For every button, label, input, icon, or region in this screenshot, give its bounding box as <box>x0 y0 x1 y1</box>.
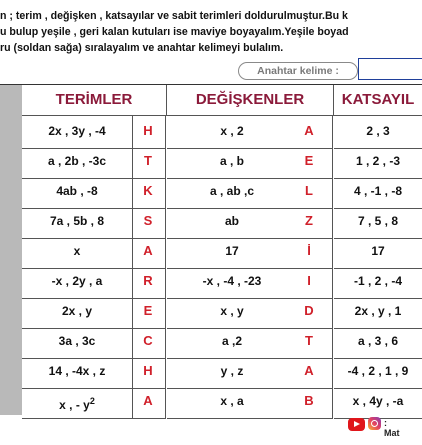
term-cell[interactable]: 2x , 3y , -4 <box>22 116 133 149</box>
variable-cell[interactable]: 17 <box>167 236 297 269</box>
answer-key-input[interactable] <box>358 58 422 80</box>
variable-letter: B <box>304 393 314 408</box>
term-cell[interactable]: 7a , 5b , 8 <box>22 206 133 239</box>
variable-cell[interactable]: a , ab ,c <box>167 176 297 209</box>
table-row <box>22 146 422 179</box>
variable-cell[interactable]: ab <box>167 206 297 239</box>
instruction-line-3: ru (soldan sağa) sıralayalım ve anahtar kelimeyi bulalım. <box>0 42 284 54</box>
variable-letter: A <box>304 363 314 378</box>
variable-cell[interactable]: a ,2 <box>167 326 297 359</box>
coefficient-cell[interactable]: 7 , 5 , 8 <box>334 206 422 239</box>
header-terms: TERİMLER <box>22 85 167 116</box>
term-cell[interactable]: 4ab , -8 <box>22 176 133 209</box>
variable-cell[interactable]: y , z <box>167 356 297 389</box>
variable-cell[interactable]: x , a <box>167 386 297 419</box>
term-cell[interactable]: x , - $y^2$ <box>22 386 133 419</box>
term-letter: E <box>143 303 153 318</box>
variable-letter: D <box>304 303 314 318</box>
variable-cell[interactable]: x , 2 <box>167 116 297 149</box>
header-variables: DEĞİŞKENLER <box>167 85 334 116</box>
coefficient-cell[interactable]: 2x , y , 1 <box>334 296 422 329</box>
coefficient-cell[interactable]: 17 <box>334 236 422 269</box>
table-row <box>22 176 422 209</box>
instagram-icon[interactable] <box>368 417 381 430</box>
instructions <box>0 0 422 56</box>
header-coefficients: KATSAYIL <box>334 85 422 116</box>
variable-letter: I <box>307 273 311 288</box>
term-cell[interactable]: a , 2b , -3c <box>22 146 133 179</box>
term-letter: A <box>143 243 153 258</box>
table-row <box>22 236 422 269</box>
table-row <box>22 386 422 419</box>
term-letter: C <box>143 333 153 348</box>
answer-key-label: Anahtar kelime : <box>238 62 358 80</box>
coefficient-cell[interactable]: 4 , -1 , -8 <box>334 176 422 209</box>
variable-letter: A <box>304 123 314 138</box>
table-row <box>22 266 422 299</box>
variable-cell[interactable]: a , b <box>167 146 297 179</box>
table-row <box>22 116 422 149</box>
gray-side-column <box>0 85 22 415</box>
puzzle-table <box>0 84 422 415</box>
coefficient-cell[interactable]: -1 , 2 , -4 <box>334 266 422 299</box>
variable-cell[interactable]: -x , -4 , -23 <box>167 266 297 299</box>
term-letter: S <box>143 213 153 228</box>
instruction-line-1: n ; terim , değişken , katsayılar ve sabit terimleri doldurulmuştur.Bu k <box>0 10 348 22</box>
term-letter: H <box>143 123 153 138</box>
variable-letter: T <box>305 333 313 348</box>
variable-letter: E <box>304 153 314 168</box>
footer-label: : Mat <box>384 418 400 438</box>
variable-cell[interactable]: x , y <box>167 296 297 329</box>
term-cell[interactable]: 3a , 3c <box>22 326 133 359</box>
term-letter: K <box>143 183 153 198</box>
term-cell[interactable]: 2x , y <box>22 296 133 329</box>
term-cell[interactable]: x <box>22 236 133 269</box>
variable-letter: Z <box>305 213 313 228</box>
coefficient-cell[interactable]: x , 4y , -a <box>334 386 422 419</box>
youtube-icon[interactable] <box>348 418 365 431</box>
table-row <box>22 206 422 239</box>
term-cell[interactable]: -x , 2y , a <box>22 266 133 299</box>
exponent: 2 <box>89 396 95 406</box>
table-row <box>22 296 422 329</box>
term-letter: A <box>143 393 153 408</box>
table-row <box>22 356 422 389</box>
term-letter: T <box>144 153 152 168</box>
coefficient-cell[interactable]: 2 , 3 <box>334 116 422 149</box>
term-cell[interactable]: 14 , -4x , z <box>22 356 133 389</box>
term-letter: R <box>143 273 153 288</box>
instruction-line-2: u bulup yeşile , geri kalan kutuları ise maviye boyayalım.Yeşile boyad <box>0 26 349 38</box>
table-row <box>22 326 422 359</box>
term-letter: H <box>143 363 153 378</box>
coefficient-cell[interactable]: -4 , 2 , 1 , 9 <box>334 356 422 389</box>
coefficient-cell[interactable]: 1 , 2 , -3 <box>334 146 422 179</box>
variable-letter: L <box>305 183 313 198</box>
coefficient-cell[interactable]: a , 3 , 6 <box>334 326 422 359</box>
variable-letter: İ <box>307 243 311 258</box>
